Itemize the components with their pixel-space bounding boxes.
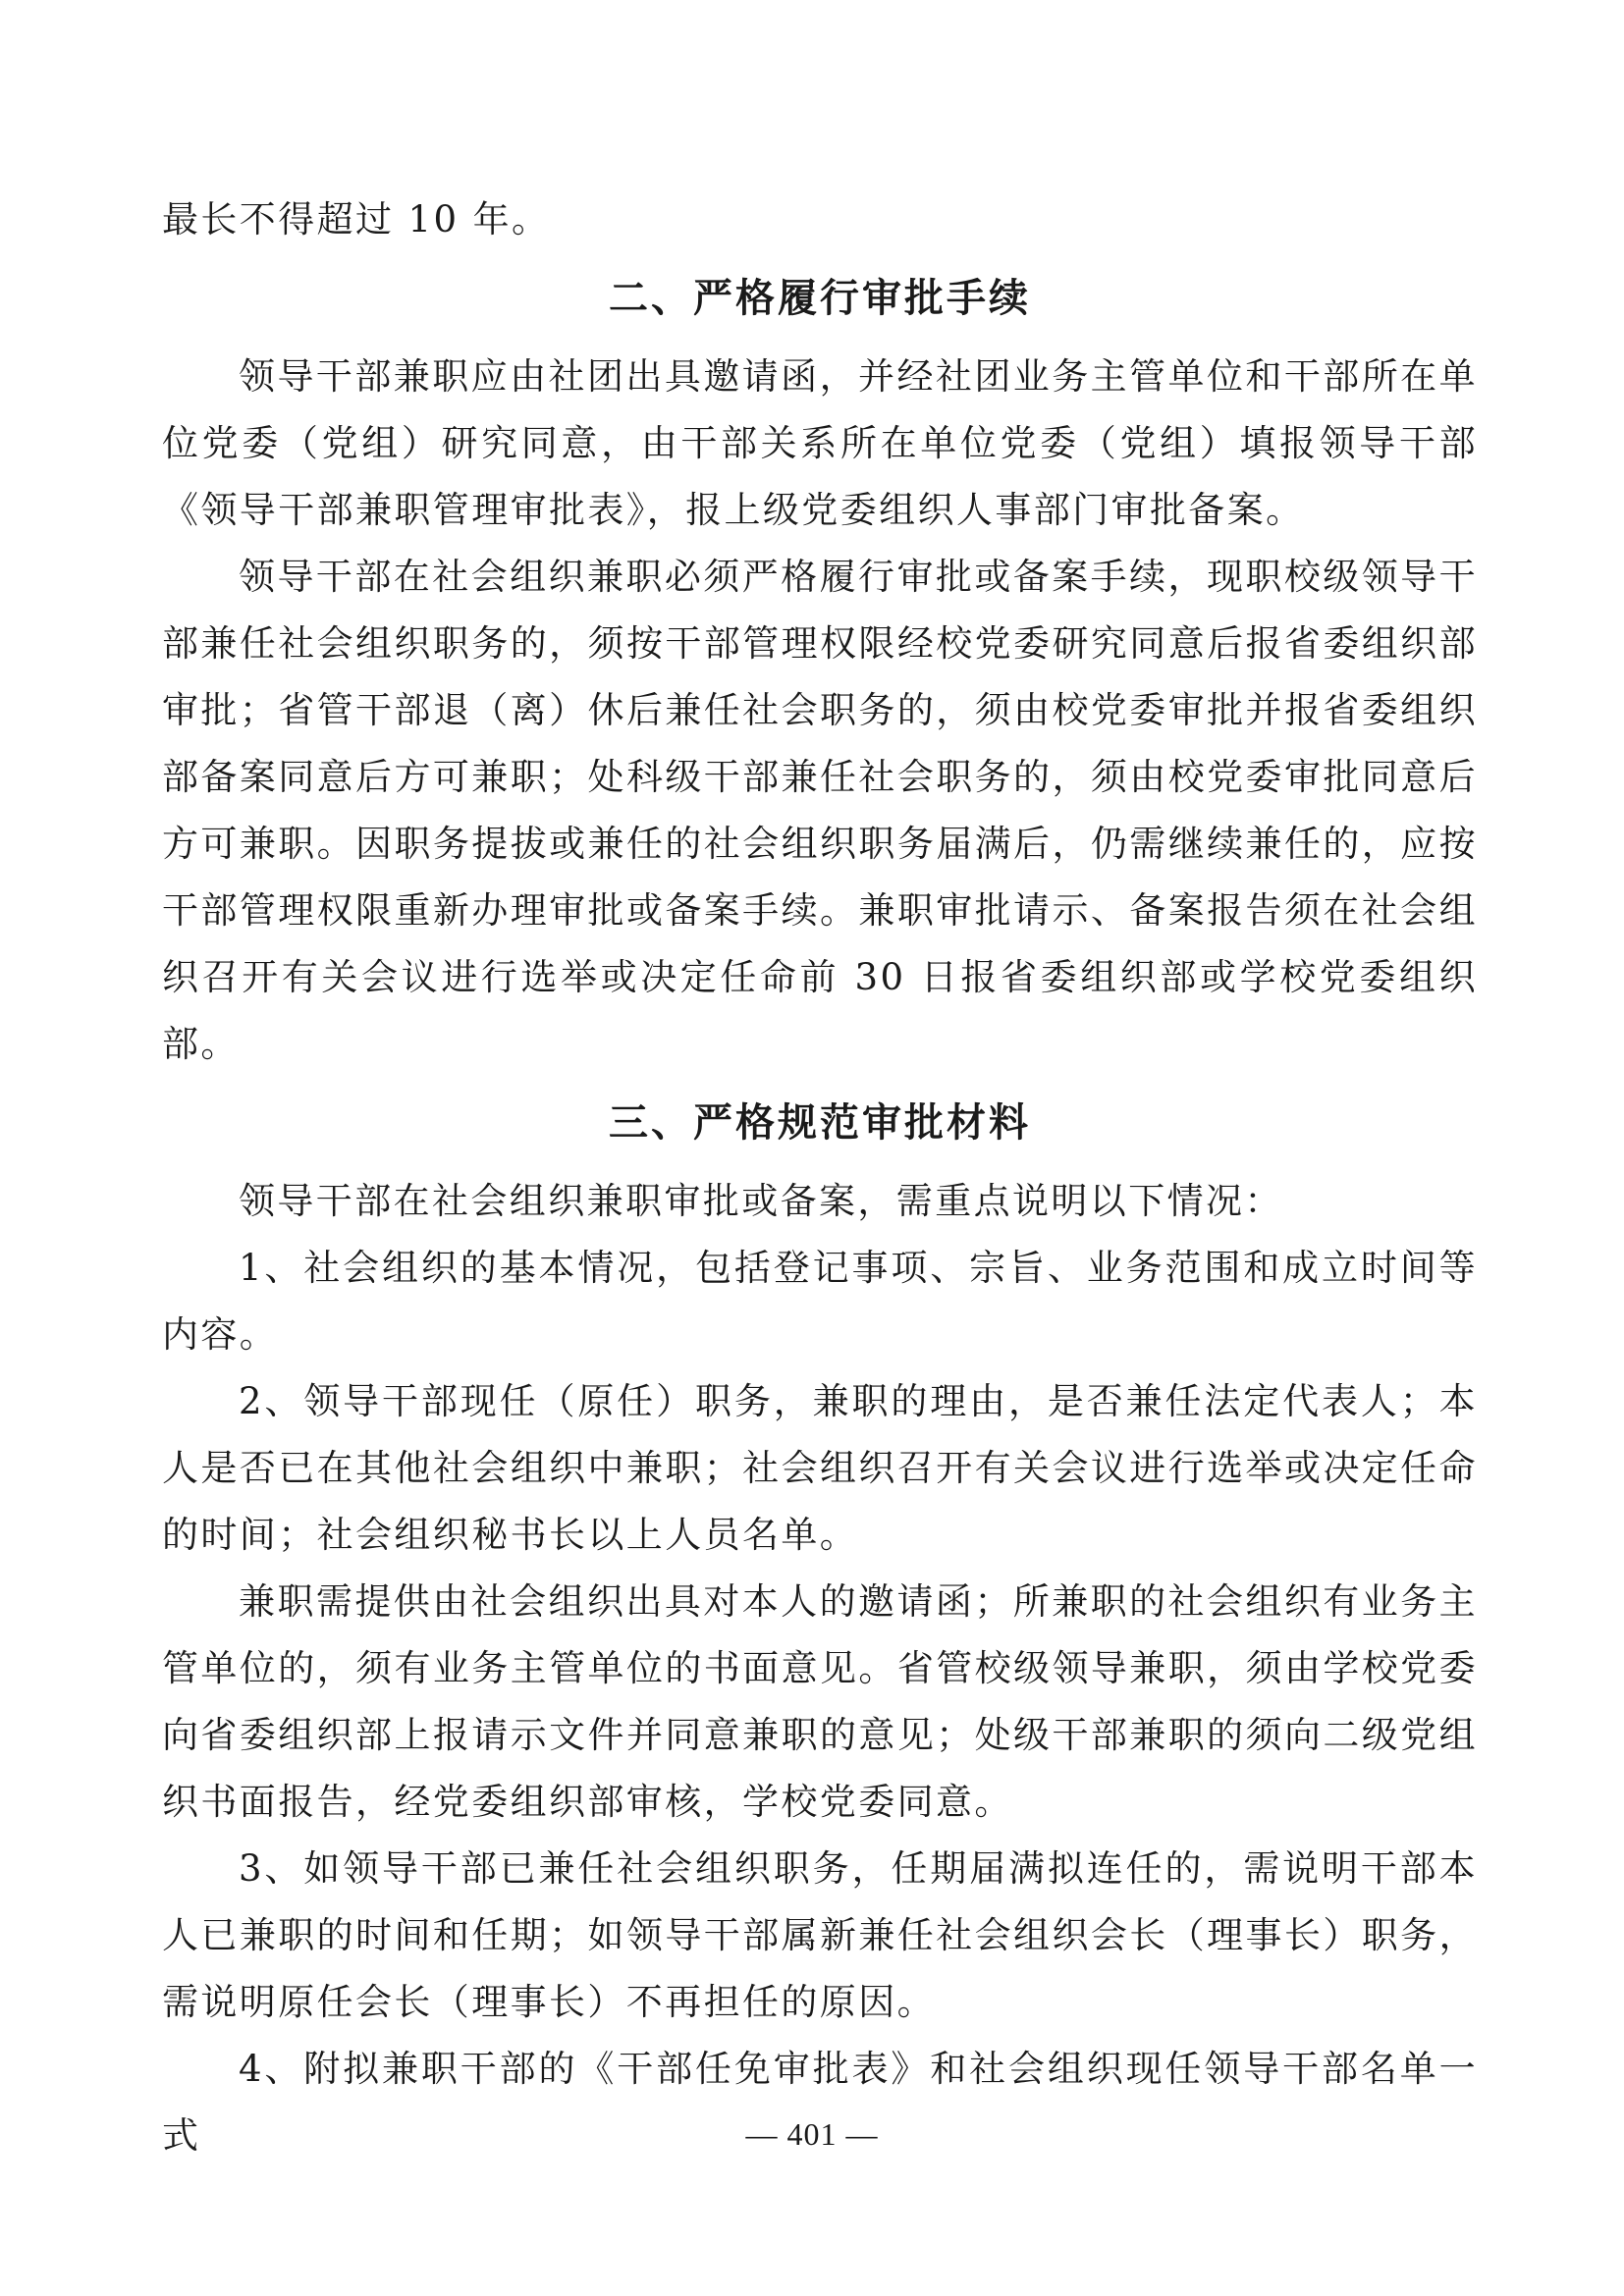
- section-heading-2: 二、严格履行审批手续: [609, 276, 1031, 321]
- paragraph: 兼职需提供由社会组织出具对本人的邀请函；所兼职的社会组织有业务主管单位的，须有业务主管单位的书面意见。省管校级领导兼职，须由学校党委向省委组织部上报请示文件并同意兼职的意见；处级干部兼职的须向二级党组织书面报告，经党委组织部审核，学校党委同意。: [162, 1580, 1478, 1823]
- list-item-4: 4、附拟兼职干部的《干部任免审批表》和社会组织现任领导干部名单一式: [162, 2048, 1478, 2157]
- paragraph-continued: 最长不得超过 10 年。: [162, 198, 551, 240]
- paragraph: 领导干部在社会组织兼职必须严格履行审批或备案手续，现职校级领导干部兼任社会组织职务的，须按干部管理权限经校党委研究同意后报省委组织部审批；省管干部退（离）休后兼任社会职务的，须由校党委审批并报省委组织部备案同意后方可兼职；处科级干部兼任社会职务的，须由校党委审批同意后方可兼职。因职务提拔或兼任的社会组织职务届满后，仍需继续兼任的，应按干部管理权限重新办理审批或备案手续。兼职审批请示、备案报告须在社会组织召开有关会议进行选举或决定任命前 30 日报省委组织部或学校党委组织部。: [162, 556, 1478, 1065]
- list-item-1: 1、社会组织的基本情况，包括登记事项、宗旨、业务范围和成立时间等内容。: [162, 1247, 1478, 1356]
- list-item-2: 2、领导干部现任（原任）职务，兼职的理由，是否兼任法定代表人；本人是否已在其他社会组织中兼职；社会组织召开有关会议进行选举或决定任命的时间；社会组织秘书长以上人员名单。: [162, 1380, 1478, 1556]
- paragraph: 领导干部兼职应由社团出具邀请函，并经社团业务主管单位和干部所在单位党委（党组）研究同意，由干部关系所在单位党委（党组）填报领导干部《领导干部兼职管理审批表》，报上级党委组织人事部门审批备案。: [162, 355, 1478, 531]
- section-heading-3: 三、严格规范审批材料: [609, 1100, 1031, 1146]
- page-number: — 401 —: [745, 2116, 879, 2152]
- document-body: [162, 187, 1478, 2169]
- paragraph: 领导干部在社会组织兼职审批或备案，需重点说明以下情况：: [239, 1180, 1283, 1222]
- list-item-3: 3、如领导干部已兼任社会组织职务，任期届满拟连任的，需说明干部本人已兼职的时间和任期；如领导干部属新兼任社会组织会长（理事长）职务，需说明原任会长（理事长）不再担任的原因。: [162, 1847, 1478, 2023]
